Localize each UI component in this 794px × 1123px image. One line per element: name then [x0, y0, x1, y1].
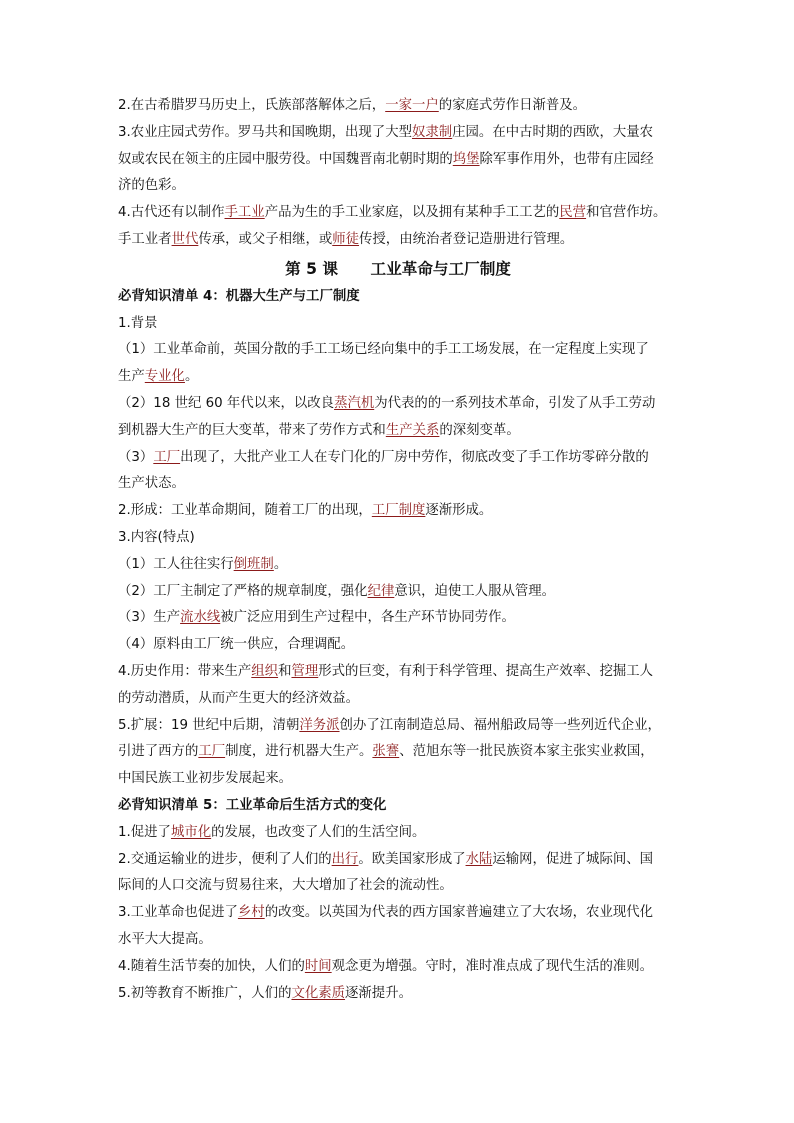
text-line: [118, 632, 678, 659]
keyword: 工厂: [198, 744, 226, 760]
text-line: [118, 820, 678, 847]
keyword: 城市化: [170, 824, 212, 840]
text-line: [118, 927, 678, 954]
keyword: 文化素质: [291, 985, 346, 1001]
lesson-title: [118, 254, 678, 284]
text-line: [118, 227, 678, 254]
text-line: [118, 337, 678, 364]
text-segment: 的家庭式劳作日渐普及。: [438, 98, 587, 113]
text-segment: 被广泛应用到生产过程中，各生产环节协同劳作。: [220, 610, 515, 626]
text-segment: 产品为生的手工业家庭，以及拥有某种手工工艺的: [264, 205, 560, 221]
text-line: [118, 900, 678, 927]
text-segment: 3.工业革命也促进了: [118, 905, 238, 921]
section-heading: [118, 284, 678, 311]
text-line: [118, 847, 678, 874]
text-segment: 生产状态。: [118, 476, 185, 492]
keyword: 工厂制度: [371, 503, 426, 519]
text-segment: 。: [273, 556, 288, 572]
text-segment: 3.农业庄园式劳作。罗马共和国晚期，出现了大型: [118, 124, 412, 140]
keyword: 奴隶制: [411, 124, 453, 140]
text-segment: 水平大大提高。: [118, 931, 212, 947]
text-segment: 际间的人口交流与贸易往来，大大增加了社会的流动性。: [118, 878, 453, 894]
text-line: [118, 93, 678, 120]
text-line: [118, 713, 678, 740]
text-line: [118, 200, 678, 227]
text-line: [118, 173, 678, 200]
text-segment: 、范旭东等一批民族资本家主张实业救国，: [399, 744, 654, 760]
text-line: [118, 311, 678, 338]
text-line: [118, 364, 678, 391]
keyword: 纪律: [367, 583, 395, 599]
keyword: 张謇: [372, 744, 400, 760]
text-segment: 传授，由统治者登记造册进行管理。: [359, 231, 574, 247]
text-segment: 必背知识清单 5：工业革命后生活方式的变化: [118, 797, 387, 813]
text-segment: 5.初等教育不断推广，人们的: [118, 985, 292, 1001]
text-segment: 逐渐提升。: [345, 985, 412, 1001]
text-segment: 1.促进了: [118, 824, 171, 840]
text-segment: 的发展，也改变了人们的生活空间。: [211, 824, 426, 840]
text-segment: 。欧美国家形成了: [358, 851, 466, 867]
text-segment: 为代表的的一系列技术革命，引发了从手工劳动: [374, 395, 656, 411]
text-line: [118, 120, 678, 147]
text-segment: 的改变。以英国为代表的西方国家普遍建立了大农场，农业现代化: [264, 905, 654, 921]
text-line: [118, 391, 678, 418]
keyword: 民营: [559, 205, 587, 221]
keyword: 水陆: [465, 851, 493, 867]
text-line: [118, 445, 678, 472]
text-segment: （1）工人往往实行: [118, 556, 234, 572]
text-segment: 的劳动潜质，从而产生更大的经济效益。: [118, 690, 360, 706]
text-segment: 2.交通运输业的进步，便利了人们的: [118, 851, 332, 867]
text-line: [118, 766, 678, 793]
text-line: [118, 981, 678, 1008]
keyword: 乡村: [237, 905, 265, 921]
text-segment: 意识，迫使工人服从管理。: [394, 583, 556, 599]
text-line: [118, 471, 678, 498]
keyword: 倒班制: [233, 556, 274, 572]
text-segment: 生产: [118, 369, 145, 385]
text-line: [118, 498, 678, 525]
text-segment: 和官营作坊。: [586, 205, 667, 221]
text-segment: 创办了江南制造总局、福州船政局等一些列近代企业，: [339, 717, 661, 733]
text-segment: 手工业者: [118, 231, 172, 247]
keyword: 洋务派: [299, 717, 340, 733]
keyword: 生产关系: [385, 422, 440, 438]
text-segment: 。: [184, 369, 199, 385]
text-line: [118, 525, 678, 552]
text-segment: 逐渐形成。: [425, 503, 493, 519]
keyword: 师徒: [332, 231, 360, 247]
text-segment: 制度，进行机器大生产。: [225, 744, 373, 760]
text-segment: （3）: [118, 449, 154, 465]
text-line: [118, 686, 678, 713]
text-segment: 出现了，大批产业工人在专门化的厂房中劳作，彻底改变了手工作坊零碎分散的: [180, 449, 649, 465]
text-segment: 和: [278, 663, 292, 679]
text-line: [118, 147, 678, 174]
keyword: 一家一户: [385, 98, 439, 113]
text-segment: 奴或农民在领主的庄园中服劳役。中国魏晋南北朝时期的: [118, 151, 453, 167]
text-segment: 的深刻变革。: [439, 422, 520, 438]
text-line: [118, 873, 678, 900]
text-segment: 3.内容(特点): [118, 529, 195, 545]
text-line: [118, 552, 678, 579]
keyword: 坞堡: [452, 151, 480, 167]
keyword: 流水线: [180, 610, 221, 626]
text-segment: 4.古代还有以制作: [118, 205, 225, 221]
keyword: 管理: [291, 663, 319, 679]
text-line: [118, 579, 678, 606]
text-segment: 除军事作用外，也带有庄园经: [479, 151, 654, 167]
text-line: [118, 418, 678, 445]
document-body: [118, 93, 678, 1007]
keyword: 组织: [251, 663, 279, 679]
text-segment: （2）18 世纪 60 年代以来，以改良: [118, 395, 335, 411]
keyword: 蒸汽机: [334, 395, 375, 411]
text-segment: 传承，或父子相继，或: [198, 231, 333, 247]
text-segment: 1.背景: [118, 315, 158, 331]
keyword: 世代: [171, 231, 199, 247]
text-segment: （3）生产: [118, 610, 181, 626]
keyword: 专业化: [144, 369, 185, 385]
text-segment: 5.扩展：19 世纪中后期，清朝: [118, 717, 300, 733]
text-line: [118, 954, 678, 981]
text-segment: 运输网，促进了城际间、国: [492, 851, 654, 867]
text-segment: （4）原料由工厂统一供应，合理调配。: [118, 637, 355, 653]
text-segment: 引进了西方的: [118, 744, 199, 760]
text-line: [118, 739, 678, 766]
text-segment: （2）工厂主制定了严格的规章制度，强化: [118, 583, 368, 599]
text-segment: （1）工业革命前，英国分散的手工工场已经向集中的手工工场发展，在一定程度上实现了: [118, 342, 649, 358]
text-segment: 4.随着生活节奏的加快，人们的: [118, 958, 305, 974]
text-segment: 2.在古希腊罗马历史上，氏族部落解体之后，: [118, 98, 386, 113]
text-segment: 观念更为增强。守时，准时准点成了现代生活的准则。: [331, 958, 654, 974]
text-segment: 必背知识清单 4：机器大生产与工厂制度: [118, 288, 360, 304]
text-segment: 形式的巨变，有利于科学管理、提高生产效率、挖掘工人: [318, 663, 654, 679]
text-segment: 到机器大生产的巨大变革，带来了劳作方式和: [118, 422, 386, 438]
keyword: 时间: [304, 958, 332, 974]
text-segment: 2.形成：工业革命期间，随着工厂的出现，: [118, 503, 372, 519]
section-heading: [118, 793, 678, 820]
text-segment: 第 5 课 工业革命与工厂制度: [285, 259, 511, 278]
text-segment: 中国民族工业初步发展起来。: [118, 771, 293, 787]
keyword: 工厂: [153, 449, 181, 465]
text-segment: 庄园。在中古时期的西欧，大量农: [452, 124, 654, 140]
text-segment: 济的色彩。: [118, 178, 185, 194]
keyword: 出行: [331, 851, 359, 867]
keyword: 手工业: [224, 205, 265, 221]
text-line: [118, 605, 678, 632]
text-line: [118, 659, 678, 686]
text-segment: 4.历史作用：带来生产: [118, 663, 252, 679]
